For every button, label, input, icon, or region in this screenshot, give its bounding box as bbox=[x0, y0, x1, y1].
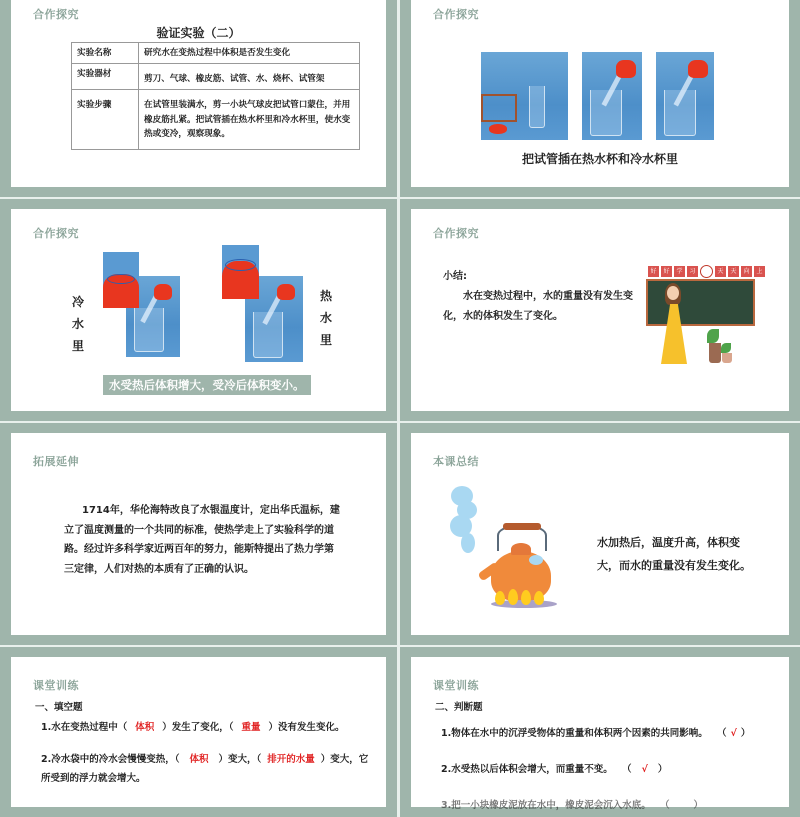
beaker-photo-2 bbox=[656, 52, 714, 140]
slide-title: 合作探究 bbox=[433, 227, 479, 240]
balloon bbox=[616, 60, 636, 78]
table-row bbox=[72, 43, 360, 64]
slide-title: 合作探究 bbox=[33, 8, 79, 21]
kettle-lid bbox=[511, 543, 531, 555]
cold-water-label: 冷 水 里 bbox=[71, 295, 84, 353]
slide-5-content bbox=[11, 433, 386, 635]
balloon bbox=[154, 284, 172, 300]
highlight-ring bbox=[107, 274, 135, 284]
slide-3[interactable] bbox=[0, 199, 397, 421]
classroom-banner: 好 好 学 习 天 天 向 上 bbox=[648, 266, 765, 278]
steam-cloud bbox=[461, 533, 475, 553]
true-false-question-1: 1.物体在水中的沉浮受物体的重量和体积两个因素的共同影响。 （ √ ） bbox=[441, 728, 751, 739]
slide-4-content bbox=[411, 209, 789, 411]
answer-check: √ bbox=[641, 764, 648, 775]
table-key: 实验步骤 bbox=[72, 90, 139, 150]
balloon bbox=[489, 124, 507, 134]
slide-title: 拓展延伸 bbox=[33, 455, 79, 468]
experiment-materials-photo bbox=[481, 52, 568, 140]
section-heading: 一、填空题 bbox=[35, 702, 83, 713]
slide-2[interactable] bbox=[400, 0, 800, 197]
beaker-photo-1 bbox=[582, 52, 642, 140]
answer-blank: 体积 bbox=[189, 754, 209, 765]
plant-leaf bbox=[721, 343, 731, 353]
experiment-table bbox=[71, 42, 360, 150]
slide-title: 合作探究 bbox=[33, 227, 79, 240]
flame bbox=[521, 590, 531, 605]
table-row bbox=[72, 90, 360, 150]
slide-title: 课堂训练 bbox=[433, 679, 479, 692]
table-value: 在试管里装满水，剪一小块气球皮把试管口蒙住，并用橡皮筋扎紧。把试管插在热水杯里和冷水杯里，使水变热或变冷，观察现象。 bbox=[139, 90, 360, 150]
flame bbox=[534, 591, 544, 605]
balloon bbox=[277, 284, 295, 300]
slide-title: 本课总结 bbox=[433, 455, 479, 468]
cold-balloon-closeup bbox=[103, 252, 139, 308]
table-key: 实验名称 bbox=[72, 43, 139, 64]
hot-balloon-closeup bbox=[222, 245, 259, 299]
table-row bbox=[72, 64, 360, 90]
slide-7[interactable] bbox=[0, 647, 397, 817]
conclusion-caption-bar: 水受热后体积增大，受冷后体积变小。 bbox=[103, 375, 311, 395]
clock-icon bbox=[700, 265, 713, 278]
slide-4[interactable] bbox=[400, 199, 800, 421]
table-value: 剪刀、气球、橡皮筋、试管、水、烧杯、试管架 bbox=[139, 64, 360, 90]
kettle-grip bbox=[503, 523, 541, 530]
plant-pot bbox=[722, 353, 732, 363]
slide-3-content bbox=[11, 209, 386, 411]
plant-leaf bbox=[707, 329, 719, 343]
slide-8[interactable] bbox=[400, 647, 800, 817]
slide-2-content bbox=[411, 0, 789, 187]
hot-water-label: 热 水 里 bbox=[319, 289, 332, 347]
slide-5[interactable] bbox=[0, 423, 397, 645]
answer-blank: 排开的水量 bbox=[267, 754, 315, 765]
extension-paragraph: 1714年，华伦海特改良了水银温度计，定出华氏温标，建立了温度测量的一个共同的标准，使热学走上了实验科学的道路。经过许多科学家近两百年的努力，能斯特提出了热力学第三定律，人们对热的本质有了正确的认识。 bbox=[64, 505, 340, 575]
true-false-question-3: 3.把一小块橡皮泥放在水中，橡皮泥会沉入水底。 （ ） bbox=[441, 800, 704, 811]
slide-8-content bbox=[411, 657, 789, 811]
slide-1-content bbox=[11, 0, 386, 187]
experiment-heading: 验证实验（二） bbox=[156, 26, 241, 40]
blackboard bbox=[646, 279, 755, 326]
slide-7-content bbox=[11, 657, 386, 807]
lesson-summary-text: 水加热后，温度升高，体积变大，而水的重量没有发生变化。 bbox=[597, 536, 751, 573]
table-key: 实验器材 bbox=[72, 64, 139, 90]
slide-6[interactable] bbox=[400, 423, 800, 645]
slide-6-content bbox=[411, 433, 789, 635]
table-value: 研究水在变热过程中体积是否发生变化 bbox=[139, 43, 360, 64]
fill-blank-question-2: 2.冷水袋中的冷水会慢慢变热，（ 体积 ）变大，（ 排开的水量 ）变大，它所受到的浮力就会增大。 bbox=[41, 754, 369, 784]
slide-title: 课堂训练 bbox=[33, 679, 79, 692]
fill-blank-question-1: 1.水在变热过程中（ 体积 ）发生了变化，（ 重量 ）没有发生变化。 bbox=[41, 722, 345, 733]
highlight-ring bbox=[225, 259, 256, 271]
slide-title: 合作探究 bbox=[433, 8, 479, 21]
answer-blank: 体积 bbox=[135, 722, 155, 733]
flame bbox=[495, 591, 505, 605]
true-false-question-2: 2.水受热以后体积会增大，而重量不变。 （ √ ） bbox=[441, 764, 668, 775]
balloon bbox=[688, 60, 708, 78]
slide-1[interactable] bbox=[0, 0, 397, 197]
flame bbox=[508, 589, 518, 605]
answer-check: √ bbox=[730, 728, 737, 739]
answer-blank: 重量 bbox=[241, 722, 261, 733]
summary-text: 水在变热过程中，水的重量没有发生变化，水的体积发生了变化。 bbox=[443, 291, 633, 322]
test-tube-rack bbox=[481, 94, 517, 122]
steam-puff bbox=[529, 555, 543, 565]
plant-pot bbox=[709, 343, 721, 363]
teacher-head bbox=[667, 286, 679, 300]
slide-caption: 把试管插在热水杯和冷水杯里 bbox=[521, 152, 678, 166]
beaker bbox=[529, 86, 545, 128]
summary-label: 小结: bbox=[443, 271, 467, 282]
section-heading: 二、判断题 bbox=[435, 702, 483, 713]
